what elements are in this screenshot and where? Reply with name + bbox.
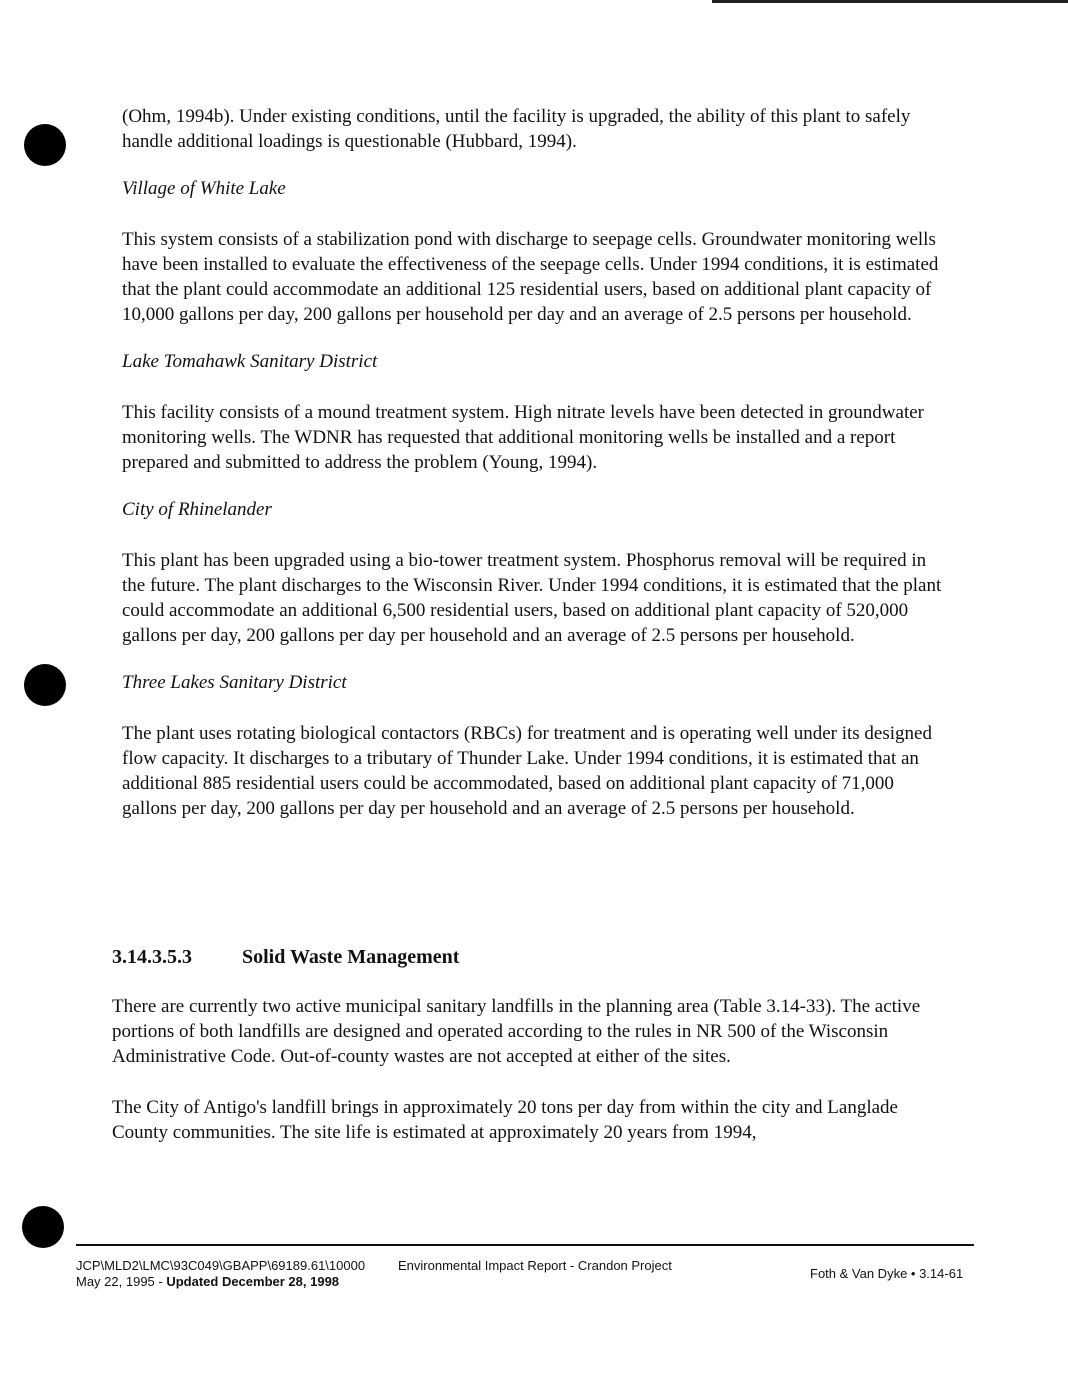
binder-hole-bottom — [22, 1206, 64, 1248]
footer-divider — [76, 1244, 974, 1246]
binder-hole-middle — [24, 664, 66, 706]
subsection-body-lake-tomahawk: This facility consists of a mound treatment system. High nitrate levels have been detected in groundwater monitoring wells. The WDNR has requested that additional monitoring wells be installed and a report prepared and submitted to address the problem (Young, 1994). — [122, 402, 924, 473]
solid-waste-body — [112, 994, 942, 1145]
subsection-title-three-lakes: Three Lakes Sanitary District — [122, 672, 347, 693]
subsection-body-three-lakes: The plant uses rotating biological contactors (RBCs) for treatment and is operating well under its designed flow capacity. It discharges to a tributary of Thunder Lake. Under 1994 conditions, it is estimated that an additional 885 residential users could be accommodated, based on additional plant capacity of 71,000 gallons per day, 200 gallons per day per household and an average of 2.5 persons per household. — [122, 723, 932, 819]
continuation-paragraph: (Ohm, 1994b). Under existing conditions, until the facility is upgraded, the ability of this plant to safely handle additional loadings is questionable (Hubbard, 1994). — [122, 106, 911, 152]
footer-file-path: JCP\MLD2\LMC\93C049\GBAPP\69189.61\10000 — [76, 1258, 366, 1273]
footer-updated: Updated December 28, 1998 — [166, 1274, 340, 1289]
subsection-title-rhinelander: City of Rhinelander — [122, 499, 272, 520]
footer-dates — [76, 1274, 365, 1290]
solid-waste-paragraph-2: The City of Antigo's landfill brings in approximately 20 tons per day from within the city and Langlade County communities. The site life is estimated at approximately 20 years from 1994, — [112, 1097, 898, 1143]
footer-page-ref: Foth & Van Dyke • 3.14-61 — [810, 1266, 964, 1281]
subsection-title-white-lake: Village of White Lake — [122, 178, 286, 199]
footer-left — [76, 1258, 365, 1290]
subsection-body-rhinelander: This plant has been upgraded using a bio-tower treatment system. Phosphorus removal will be required in the future. The plant discharges to the Wisconsin River. Under 1994 conditions, it is estimated that the plant could accommodate an additional 6,500 residential users, based on additional plant capacity of 520,000 gallons per day, 200 gallons per day per household and an average of 2.5 persons per household. — [122, 550, 942, 646]
document-body — [122, 104, 952, 821]
subsection-title-lake-tomahawk: Lake Tomahawk Sanitary District — [122, 351, 378, 372]
footer-report-title: Environmental Impact Report - Crandon Project — [398, 1258, 672, 1273]
section-heading — [112, 944, 459, 970]
solid-waste-paragraph-1: There are currently two active municipal sanitary landfills in the planning area (Table 3.14-33). The active portions of both landfills are designed and operated according to the rules in NR 500 of the Wisconsin Administrative Code. Out-of-county wastes are not accepted at either of the sites. — [112, 996, 921, 1067]
binder-hole-top — [24, 124, 66, 166]
subsection-body-white-lake: This system consists of a stabilization pond with discharge to seepage cells. Groundwater monitoring wells have been installed to evaluate the effectiveness of the seepage cells. Under 1994 conditions, it is estimated that the plant could accommodate an additional 125 residential users, based on additional plant capacity of 10,000 gallons per day, 200 gallons per household per day and an average of 2.5 persons per household. — [122, 229, 939, 325]
footer-date: May 22, 1995 - — [76, 1274, 167, 1289]
section-title: Solid Waste Management — [242, 946, 460, 968]
section-number: 3.14.3.5.3 — [112, 946, 192, 968]
scan-edge-line — [712, 0, 1068, 3]
